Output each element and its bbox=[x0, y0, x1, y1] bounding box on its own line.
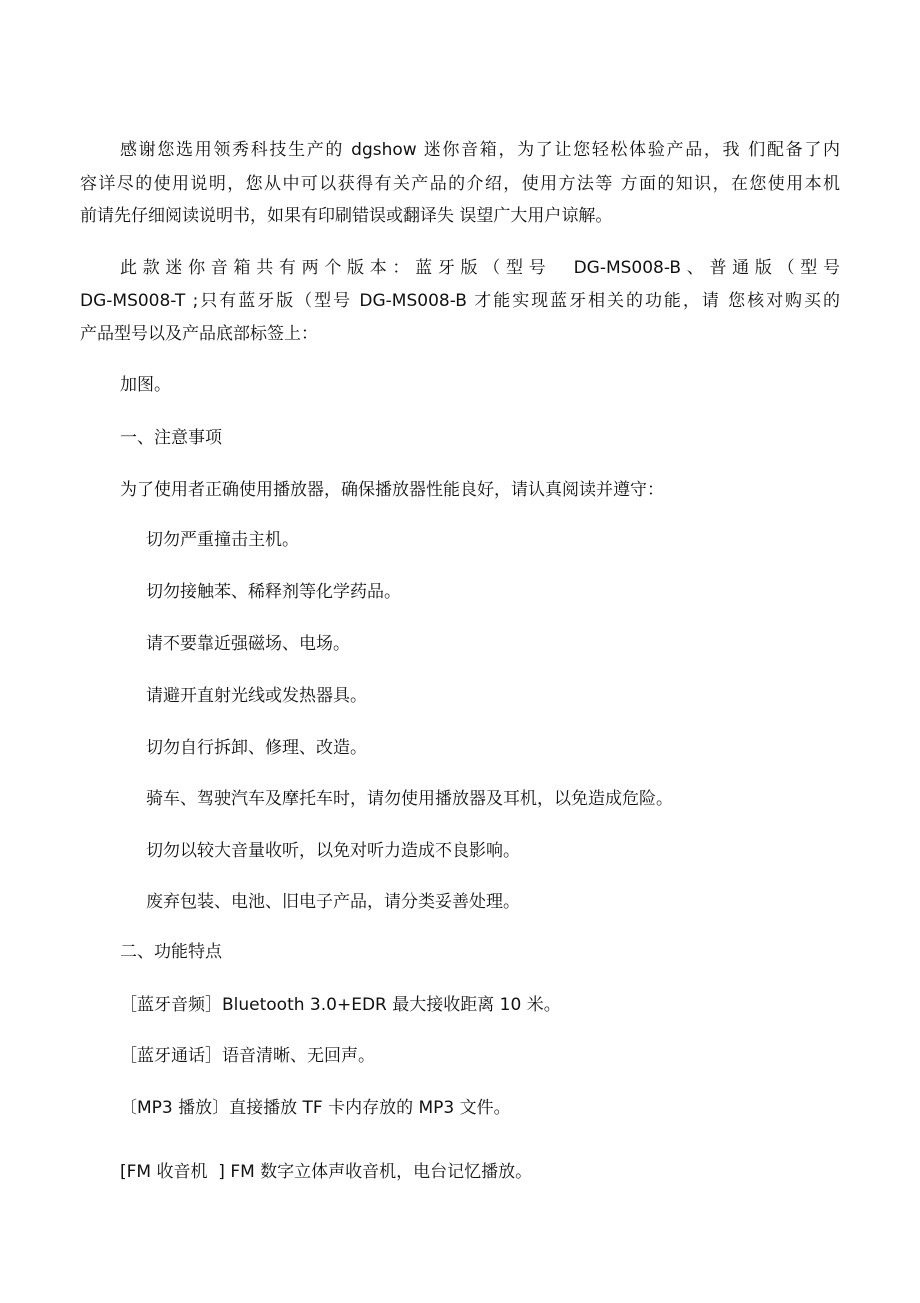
section-heading: 二、功能特点 bbox=[120, 942, 222, 962]
text-line: 产品型号以及产品底部标签上： bbox=[80, 324, 318, 344]
list-item: 废弃包装、电池、旧电子产品，请分类妥善处理。 bbox=[146, 892, 520, 912]
list-item: 请不要靠近强磁场、电场。 bbox=[146, 634, 350, 654]
list-item: 切勿以较大音量收听，以免对听力造成不良影响。 bbox=[146, 841, 520, 861]
list-item: 切勿严重撞击主机。 bbox=[146, 530, 299, 550]
text-line: 容详尽的使用说明，您从中可以获得有关产品的介绍，使用方法等 方面的知识，在您使用本机 bbox=[80, 174, 840, 194]
list-item: 切勿自行拆卸、修理、改造。 bbox=[146, 738, 367, 758]
list-item: 〔MP3 播放〕直接播放 TF 卡内存放的 MP3 文件。 bbox=[120, 1098, 511, 1118]
section-intro: 为了使用者正确使用播放器，确保播放器性能良好，请认真阅读并遵守： bbox=[120, 480, 664, 500]
text-line: 前请先仔细阅读说明书，如果有印刷错误或翻译失 误望广大用户谅解。 bbox=[80, 206, 613, 226]
list-item: 请避开直射光线或发热器具。 bbox=[146, 686, 367, 706]
figure-note: 加图。 bbox=[120, 375, 171, 395]
list-item: ［蓝牙通话］语音清晰、无回声。 bbox=[120, 1046, 375, 1066]
list-item: ［蓝牙音频］Bluetooth 3.0+EDR 最大接收距离 10 米。 bbox=[120, 995, 561, 1015]
list-item: 骑车、驾驶汽车及摩托车时，请勿使用播放器及耳机，以免造成危险。 bbox=[146, 789, 673, 809]
list-item: [FM 收音机 ] FM 数字立体声收音机，电台记忆播放。 bbox=[120, 1162, 533, 1182]
text-line: 感谢您选用领秀科技生产的 dgshow 迷你音箱，为了让您轻松体验产品，我 们配备了内 bbox=[120, 140, 840, 160]
text-line: DG-MS008-T ;只有蓝牙版（型号 DG-MS008-B 才能实现蓝牙相关的功能，请 您核对购买的 bbox=[80, 291, 840, 311]
list-item: 切勿接触苯、稀释剂等化学药品。 bbox=[146, 582, 401, 602]
text-line: 此款迷你音箱共有两个版本：蓝牙版（型号 DG-MS008-B、普通版（型号 bbox=[120, 258, 840, 278]
section-heading: 一、注意事项 bbox=[120, 428, 222, 448]
